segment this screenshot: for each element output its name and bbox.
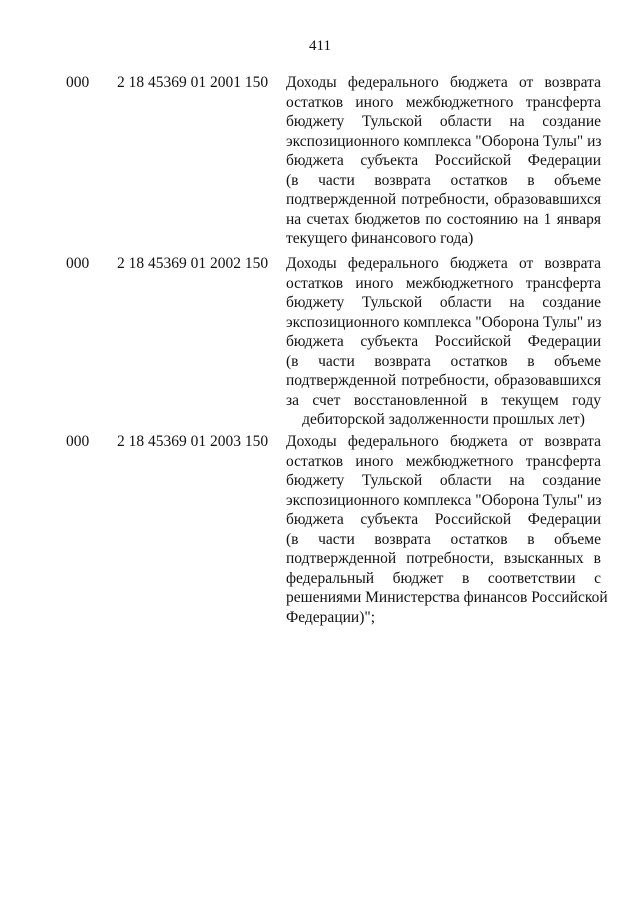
description-line: бюджету Тульской области на создание	[286, 294, 601, 311]
description-line: экспозиционного комплекса "Оборона Тулы" из	[286, 313, 602, 331]
description-line: федеральный бюджет в соответствии с	[286, 569, 601, 587]
income-description	[286, 73, 601, 249]
description-line: Федерации)";	[286, 608, 375, 626]
description-line: (в части возврата остатков в объеме	[286, 171, 601, 189]
kbk-code: 2 18 45369 01 2002 150	[117, 255, 269, 272]
description-line: бюджета субъекта Российской Федерации	[286, 511, 601, 528]
description-line: экспозиционного комплекса "Оборона Тулы" из	[286, 491, 602, 509]
description-line: подтвержденной потребности, взысканных в	[286, 550, 601, 567]
description-line: на счетах бюджетов по состоянию на 1 января	[286, 210, 601, 228]
description-line: Доходы федерального бюджета от возврата	[286, 433, 601, 450]
description-line: остатков иного межбюджетного трансферта	[286, 274, 601, 292]
description-line: бюджета субъекта Российской Федерации	[286, 333, 601, 350]
income-description	[286, 254, 601, 430]
page-number: 411	[309, 38, 331, 54]
kbk-code: 2 18 45369 01 2003 150	[117, 433, 269, 450]
description-line: подтвержденной потребности, образовавшихся	[286, 191, 601, 208]
admin-code: 000	[66, 433, 90, 450]
description-line: дебиторской задолженности прошлых лет)	[302, 411, 585, 428]
description-line: текущего финансового года)	[286, 230, 474, 247]
description-line: остатков иного межбюджетного трансферта	[286, 93, 601, 111]
description-line: бюджету Тульской области на создание	[286, 472, 601, 489]
description-line: (в части возврата остатков в объеме	[286, 352, 601, 370]
description-line: бюджету Тульской области на создание	[286, 113, 601, 130]
kbk-code: 2 18 45369 01 2001 150	[117, 74, 269, 91]
description-line: остатков иного межбюджетного трансферта	[286, 452, 601, 470]
income-description	[286, 432, 608, 627]
description-line: бюджета субъекта Российской Федерации	[286, 152, 601, 169]
description-line: Доходы федерального бюджета от возврата	[286, 255, 601, 272]
description-line: Доходы федерального бюджета от возврата	[286, 74, 601, 91]
description-line: подтвержденной потребности, образовавшихся	[286, 372, 601, 389]
description-line: решениями Министерства финансов Российской	[286, 589, 608, 606]
description-line: за счет восстановленной в текущем году	[286, 391, 601, 409]
admin-code: 000	[66, 74, 90, 91]
admin-code: 000	[66, 255, 90, 272]
description-line: экспозиционного комплекса "Оборона Тулы" из	[286, 132, 602, 150]
description-line: (в части возврата остатков в объеме	[286, 530, 601, 548]
